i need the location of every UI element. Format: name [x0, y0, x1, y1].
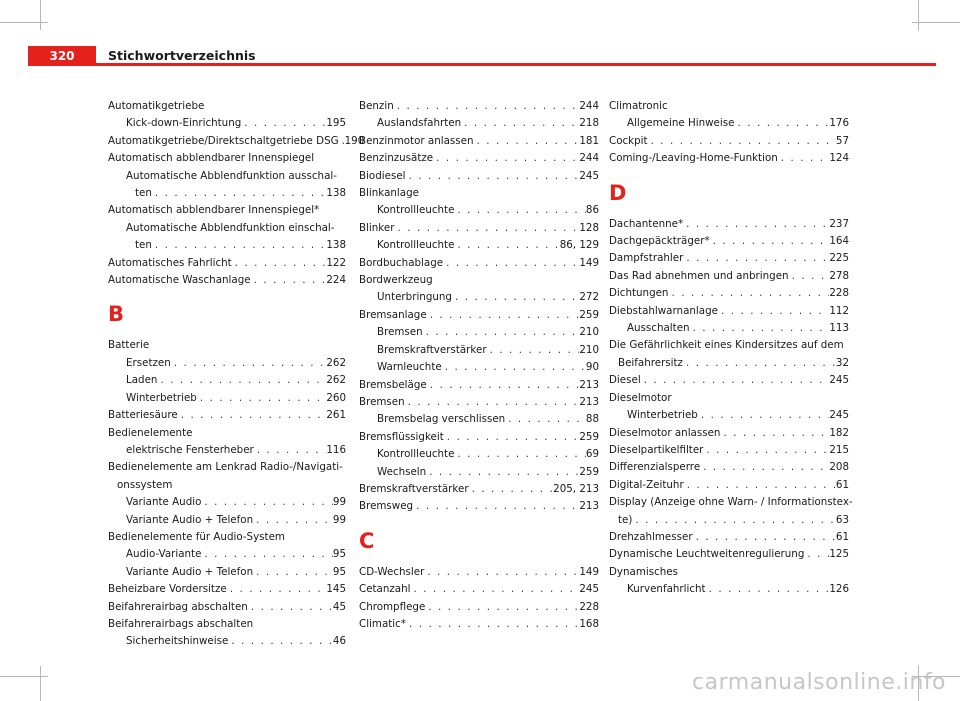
index-entry[interactable] — [359, 220, 599, 237]
entry-label: Kontrollleuchte — [377, 204, 455, 217]
entry-label: Diebstahlwarnanlage — [609, 304, 718, 317]
entry-page-number: 208 — [829, 461, 849, 474]
entry-label: Dampfstrahler — [609, 252, 684, 265]
index-entry[interactable] — [108, 494, 346, 511]
leader-dots — [718, 303, 829, 320]
index-entry[interactable] — [359, 359, 599, 376]
entry-page-number: 128 — [579, 221, 599, 234]
leader-dots — [789, 268, 830, 285]
index-heading: Beifahrerairbags abschalten — [108, 617, 254, 630]
entry-page-number: 116 — [326, 443, 346, 456]
index-entry[interactable] — [359, 289, 599, 306]
entry-page-number: 195 — [326, 117, 346, 130]
entry-page-number: 86, 129 — [559, 239, 599, 252]
entry-page-number: 278 — [829, 269, 849, 282]
entry-page-number: 125 — [829, 548, 849, 561]
entry-page-number: 176 — [829, 117, 849, 130]
entry-label: Digital-Zeituhr — [609, 478, 684, 491]
index-entry[interactable] — [359, 168, 599, 185]
index-entry[interactable] — [609, 320, 849, 337]
index-entry[interactable] — [609, 150, 849, 167]
entry-page-number: 99 — [332, 513, 346, 526]
index-entry[interactable] — [609, 546, 849, 563]
entry-page-number: 190 — [344, 134, 365, 147]
index-heading: Climatronic — [609, 100, 668, 112]
entry-page-number: 218 — [579, 117, 599, 130]
entry-page-number: 122 — [326, 256, 346, 269]
index-entry[interactable] — [359, 581, 599, 598]
index-entry[interactable] — [108, 407, 346, 424]
leader-dots — [442, 359, 586, 376]
entry-page-number: 259 — [579, 465, 599, 478]
watermark: carmanualsonline.info — [692, 670, 946, 695]
leader-dots — [394, 220, 579, 237]
index-heading: Automatisch abblendbarer Innenspiegel* — [108, 204, 320, 217]
index-column-2 — [359, 98, 599, 633]
index-entry[interactable] — [609, 442, 849, 459]
leader-dots — [487, 342, 580, 359]
entry-label: Beifahrersitz — [618, 356, 683, 369]
entry-label: Variante Audio + Telefon — [126, 565, 254, 578]
leader-dots — [411, 581, 580, 598]
entry-page-number: 225 — [829, 252, 849, 265]
entry-page-number: 245 — [829, 374, 849, 387]
index-heading: Bordwerkzeug — [359, 274, 433, 287]
index-entry[interactable] — [359, 446, 599, 463]
index-entry[interactable] — [108, 564, 346, 581]
entry-label: Bremsbeläge — [359, 378, 427, 391]
leader-dots — [201, 494, 332, 511]
leader-dots — [232, 255, 327, 272]
entry-label: Kontrollleuchte — [377, 239, 455, 252]
entry-label: Benzin — [359, 100, 394, 112]
leader-dots — [171, 355, 327, 372]
page-title: Stichwortverzeichnis — [108, 48, 256, 63]
entry-page-number: 244 — [579, 152, 599, 165]
index-entry[interactable] — [609, 581, 849, 598]
crop-mark — [912, 22, 960, 23]
leader-dots — [641, 372, 830, 389]
leader-dots — [427, 307, 580, 324]
entry-page-number: 45 — [332, 600, 346, 613]
index-entry[interactable] — [108, 133, 365, 150]
index-entry[interactable] — [108, 355, 346, 372]
leader-dots — [720, 425, 829, 442]
entry-label: Audio-Variante — [126, 548, 202, 561]
entry-label: Bremsen — [359, 395, 405, 408]
index-column-1 — [108, 98, 365, 651]
leader-dots — [425, 599, 579, 616]
index-entry[interactable] — [609, 268, 849, 285]
entry-label: Bremskraftverstärker — [377, 343, 487, 356]
leader-dots — [433, 150, 579, 167]
index-entry[interactable] — [609, 512, 849, 529]
entry-label: elektrische Fensterheber — [126, 443, 254, 456]
entry-page-number: 164 — [829, 235, 849, 248]
index-entry[interactable] — [359, 599, 599, 616]
entry-label: Automatisches Fahrlicht — [108, 256, 232, 269]
index-entry[interactable] — [609, 477, 849, 494]
leader-dots — [152, 237, 326, 254]
index-heading: Display (Anzeige ohne Warn- / Informationstex- — [609, 496, 853, 509]
leader-dots — [684, 477, 836, 494]
entry-page-number: 245 — [829, 409, 849, 422]
entry-page-number: 215 — [829, 443, 849, 456]
entry-label: te) — [618, 513, 633, 526]
leader-dots — [254, 442, 327, 459]
index-heading: Bedienelemente — [108, 426, 193, 439]
index-entry[interactable] — [108, 546, 346, 563]
index-entry[interactable] — [108, 442, 346, 459]
index-entry[interactable] — [359, 394, 599, 411]
index-entry[interactable] — [359, 150, 599, 167]
leader-dots — [423, 324, 580, 341]
index-heading: Bedienelemente für Audio-System — [108, 530, 285, 543]
entry-page-number: 149 — [579, 565, 599, 578]
entry-label: ten — [135, 187, 152, 200]
entry-label: Drehzahlmesser — [609, 530, 693, 543]
entry-label: Dieselpartikelfilter — [609, 443, 704, 456]
entry-label: Kurvenfahrlicht — [627, 583, 706, 596]
entry-page-number: 213 — [579, 500, 599, 513]
entry-page-number: 113 — [829, 322, 849, 335]
index-entry[interactable] — [108, 115, 346, 132]
entry-label: Allgemeine Hinweise — [627, 117, 735, 130]
index-heading: Dieselmotor — [609, 391, 672, 404]
leader-dots — [228, 633, 333, 650]
entry-page-number: 228 — [829, 287, 849, 300]
leader-dots — [469, 481, 554, 498]
entry-page-number: 149 — [579, 256, 599, 269]
leader-dots — [157, 372, 326, 389]
index-entry[interactable] — [609, 459, 849, 476]
leader-dots — [197, 390, 327, 407]
index-entry[interactable] — [359, 377, 599, 394]
entry-label: Beifahrerairbag abschalten — [108, 600, 248, 613]
leader-dots — [413, 498, 579, 515]
leader-dots — [427, 377, 580, 394]
leader-dots — [405, 394, 580, 411]
leader-dots — [690, 320, 830, 337]
header-rule — [96, 63, 936, 66]
index-entry[interactable] — [609, 133, 849, 150]
index-entry[interactable] — [609, 407, 849, 424]
index-entry[interactable] — [108, 599, 346, 616]
entry-page-number: 224 — [326, 274, 346, 287]
index-entry[interactable] — [108, 512, 346, 529]
leader-dots — [734, 115, 829, 132]
entry-label: Auslandsfahrten — [377, 117, 462, 130]
entry-page-number: 95 — [332, 565, 346, 578]
leader-dots — [778, 150, 830, 167]
entry-label: Dachantenne* — [609, 217, 684, 230]
leader-dots — [253, 564, 333, 581]
index-entry[interactable] — [359, 202, 599, 219]
index-entry[interactable] — [609, 250, 849, 267]
entry-label: Chrompflege — [359, 600, 426, 613]
index-entry[interactable] — [609, 285, 849, 302]
leader-dots — [251, 272, 327, 289]
entry-label: Das Rad abnehmen und anbringen — [609, 269, 789, 282]
index-heading: Automatische Abblendfunktion ausschal- — [126, 169, 337, 182]
index-entry[interactable] — [108, 272, 346, 289]
entry-label: Benzinmotor anlassen — [359, 134, 474, 147]
entry-page-number: 205, 213 — [553, 482, 599, 495]
entry-label: Bordbuchablage — [359, 256, 444, 269]
leader-dots — [248, 599, 333, 616]
entry-label: Kick-down-Einrichtung — [126, 117, 242, 130]
index-heading: Die Gefährlichkeit eines Kindersitzes auf dem — [609, 339, 844, 352]
page-header — [28, 46, 936, 66]
index-heading: Bedienelemente am Lenkrad Radio-/Navigati- — [108, 461, 343, 474]
entry-page-number: 237 — [829, 217, 849, 230]
entry-page-number: 61 — [835, 530, 849, 543]
index-entry[interactable] — [609, 355, 849, 372]
leader-dots — [454, 202, 585, 219]
leader-dots — [693, 529, 836, 546]
entry-page-number: 124 — [829, 152, 849, 165]
leader-dots — [804, 546, 829, 563]
entry-label: Ausschalten — [627, 322, 690, 335]
index-entry[interactable] — [108, 372, 346, 389]
crop-mark — [918, 0, 919, 30]
entry-page-number: 261 — [326, 409, 346, 422]
leader-dots — [152, 185, 326, 202]
entry-label: Cockpit — [609, 134, 648, 147]
entry-label: Differenzialsperre — [609, 461, 701, 474]
entry-page-number: 145 — [326, 583, 346, 596]
entry-label: Winterbetrieb — [126, 391, 197, 404]
index-entry[interactable] — [359, 255, 599, 272]
entry-page-number: 69 — [585, 448, 599, 461]
index-heading: Automatisch abblendbarer Innenspiegel — [108, 152, 315, 165]
index-entry[interactable] — [108, 185, 346, 202]
entry-label: CD-Wechsler — [359, 565, 425, 578]
leader-dots — [474, 133, 580, 150]
index-entry[interactable] — [359, 324, 599, 341]
leader-dots — [700, 459, 829, 476]
entry-page-number: 46 — [332, 635, 346, 648]
entry-label: Bremsbelag verschlissen — [377, 413, 506, 426]
entry-page-number: 259 — [579, 308, 599, 321]
index-entry[interactable] — [359, 115, 599, 132]
leader-dots — [505, 411, 586, 428]
entry-label: Ersetzen — [126, 356, 171, 369]
entry-label: Kontrollleuchte — [377, 448, 455, 461]
index-entry[interactable] — [359, 498, 599, 515]
index-heading: Dynamisches — [609, 565, 679, 578]
entry-page-number: 213 — [579, 378, 599, 391]
index-heading: onssystem — [117, 478, 173, 491]
index-entry[interactable] — [108, 237, 346, 254]
entry-page-number: 181 — [579, 134, 599, 147]
entry-label: Bremsen — [377, 326, 423, 339]
entry-label: Bremsweg — [359, 500, 414, 513]
entry-page-number: 262 — [326, 356, 346, 369]
index-heading: Blinkanlage — [359, 187, 419, 200]
index-entry[interactable] — [108, 255, 346, 272]
leader-dots — [406, 616, 579, 633]
entry-label: Biodiesel — [359, 169, 406, 182]
leader-dots — [683, 216, 829, 233]
page-number: 320 — [28, 46, 96, 66]
leader-dots — [253, 512, 333, 529]
entry-page-number: 112 — [829, 304, 849, 317]
leader-dots — [703, 442, 829, 459]
index-entry[interactable] — [609, 372, 849, 389]
index-entry[interactable] — [359, 98, 599, 115]
entry-page-number: 138 — [326, 239, 346, 252]
crop-mark — [40, 666, 41, 701]
entry-page-number: 210 — [579, 343, 599, 356]
entry-page-number: 99 — [332, 496, 346, 509]
entry-page-number: 262 — [326, 374, 346, 387]
entry-label: Cetanzahl — [359, 583, 411, 596]
index-heading: Batterie — [108, 339, 150, 352]
entry-label: Coming-/Leaving-Home-Funktion — [609, 152, 778, 165]
entry-page-number: 260 — [326, 391, 346, 404]
entry-label: Dichtungen — [609, 287, 669, 300]
leader-dots — [426, 464, 579, 481]
entry-page-number: 228 — [579, 600, 599, 613]
entry-label: Variante Audio + Telefon — [126, 513, 254, 526]
index-entry[interactable] — [609, 425, 849, 442]
index-column-3 — [609, 98, 853, 599]
entry-label: Laden — [126, 374, 158, 387]
leader-dots — [454, 446, 585, 463]
index-entry[interactable] — [359, 133, 599, 150]
entry-page-number: 126 — [829, 583, 849, 596]
entry-label: Wechseln — [377, 465, 427, 478]
entry-page-number: 32 — [835, 356, 849, 369]
index-entry[interactable] — [359, 481, 599, 498]
entry-page-number: 182 — [829, 426, 849, 439]
entry-page-number: 272 — [579, 291, 599, 304]
entry-label: Climatic* — [359, 617, 406, 630]
leader-dots — [394, 98, 580, 115]
leader-dots — [668, 285, 829, 302]
section-letter: C — [359, 528, 375, 553]
index-entry[interactable] — [609, 303, 849, 320]
entry-label: Dachgepäckträger* — [609, 235, 710, 248]
entry-label: Winterbetrieb — [627, 409, 698, 422]
leader-dots — [241, 115, 326, 132]
index-entry[interactable] — [609, 115, 849, 132]
entry-page-number: 86 — [585, 204, 599, 217]
entry-page-number: 244 — [579, 100, 599, 112]
entry-page-number: 63 — [835, 513, 849, 526]
crop-mark — [40, 0, 41, 30]
entry-label: Unterbringung — [377, 291, 452, 304]
index-entry[interactable] — [108, 390, 346, 407]
index-entry[interactable] — [359, 342, 599, 359]
entry-label: Warnleuchte — [377, 361, 442, 374]
entry-label: Bremskraftverstärker — [359, 482, 469, 495]
leader-dots — [632, 512, 836, 529]
index-entry[interactable] — [609, 529, 849, 546]
leader-dots — [178, 407, 327, 424]
index-entry[interactable] — [359, 307, 599, 324]
leader-dots — [452, 289, 579, 306]
entry-label: Beheizbare Vordersitze — [108, 583, 227, 596]
leader-dots — [227, 581, 327, 598]
leader-dots — [706, 581, 830, 598]
leader-dots — [454, 237, 559, 254]
leader-dots — [648, 133, 836, 150]
index-entry[interactable] — [359, 464, 599, 481]
entry-page-number: 90 — [585, 361, 599, 374]
leader-dots — [683, 250, 829, 267]
entry-page-number: 210 — [579, 326, 599, 339]
index-entry[interactable] — [359, 564, 599, 581]
index-entry[interactable] — [359, 429, 599, 446]
section-letter: D — [609, 180, 627, 205]
entry-page-number: 61 — [835, 478, 849, 491]
index-entry[interactable] — [609, 233, 849, 250]
entry-page-number: 245 — [579, 169, 599, 182]
entry-label: Batteriesäure — [108, 409, 178, 422]
leader-dots — [424, 564, 579, 581]
section-letter: B — [108, 302, 125, 327]
entry-page-number: 168 — [579, 617, 599, 630]
leader-dots — [201, 546, 332, 563]
index-entry[interactable] — [359, 616, 599, 633]
entry-page-number: 213 — [579, 395, 599, 408]
entry-page-number: 245 — [579, 583, 599, 596]
index-heading: Automatikgetriebe — [108, 100, 205, 112]
entry-label: Bremsflüssigkeit — [359, 430, 444, 443]
index-entry[interactable] — [359, 237, 599, 254]
leader-dots — [461, 115, 579, 132]
entry-page-number: 95 — [332, 548, 346, 561]
entry-label: Dynamische Leuchtweitenregulierung — [609, 548, 805, 561]
entry-page-number: 57 — [835, 134, 849, 147]
entry-label: Automatikgetriebe/Direktschaltgetriebe DSG — [108, 134, 339, 147]
entry-page-number: 259 — [579, 430, 599, 443]
entry-label: Dieselmotor anlassen — [609, 426, 721, 439]
entry-label: ten — [135, 239, 152, 252]
leader-dots — [443, 255, 579, 272]
entry-label: Variante Audio — [126, 496, 202, 509]
index-entry[interactable] — [108, 633, 346, 650]
index-entry[interactable] — [108, 581, 346, 598]
leader-dots — [444, 429, 580, 446]
entry-label: Blinker — [359, 221, 395, 234]
leader-dots — [698, 407, 830, 424]
entry-label: Diesel — [609, 374, 641, 387]
entry-page-number: 138 — [326, 187, 346, 200]
leader-dots — [710, 233, 830, 250]
leader-dots — [683, 355, 836, 372]
entry-label: Benzinzusätze — [359, 152, 434, 165]
entry-page-number: 88 — [585, 413, 599, 426]
index-heading: Automatische Abblendfunktion einschal- — [126, 221, 335, 234]
index-entry[interactable] — [609, 216, 849, 233]
index-entry[interactable] — [359, 411, 599, 428]
entry-label: Sicherheitshinweise — [126, 635, 229, 648]
leader-dots — [406, 168, 580, 185]
entry-label: Bremsanlage — [359, 308, 427, 321]
entry-label: Automatische Waschanlage — [108, 274, 251, 287]
